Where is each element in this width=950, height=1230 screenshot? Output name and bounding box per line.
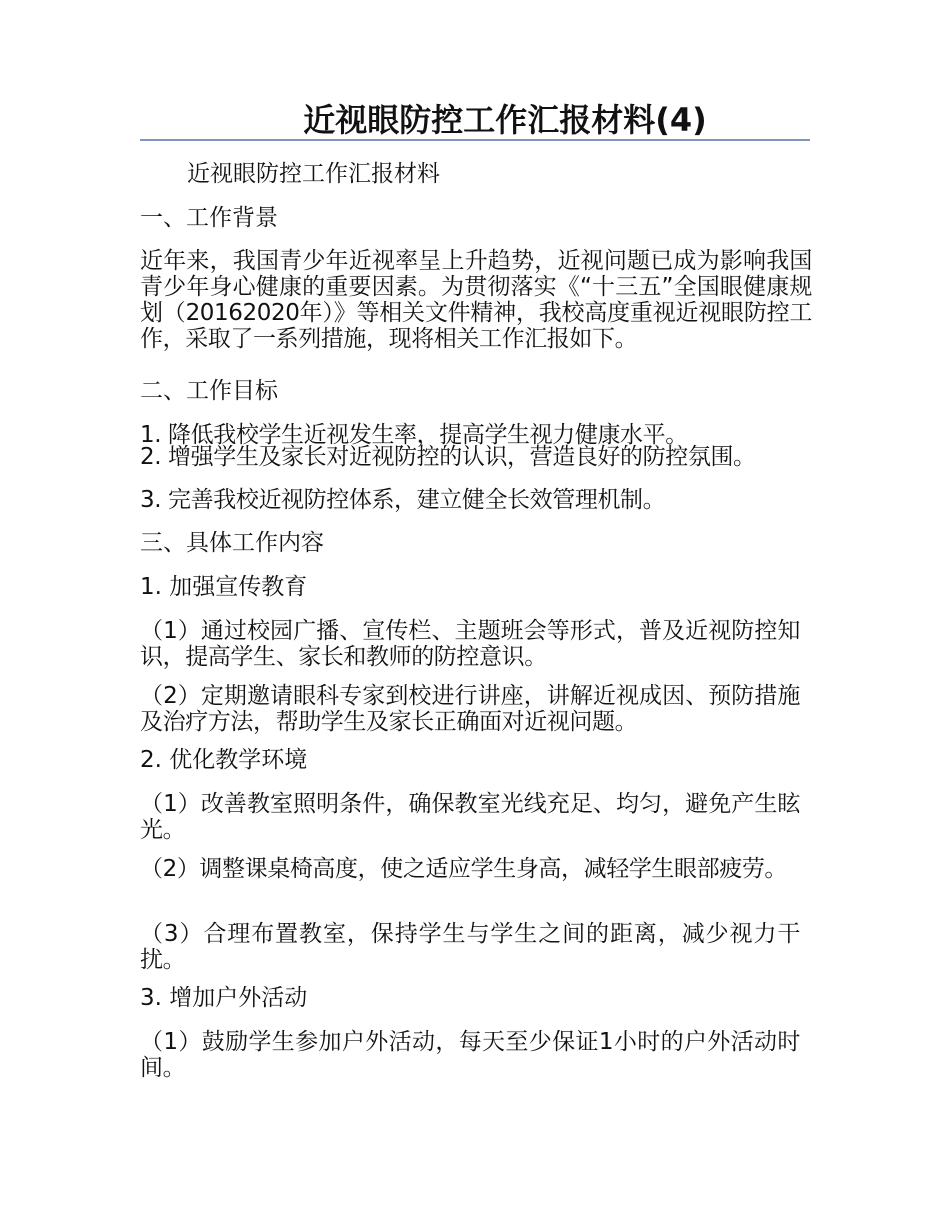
document-subtitle: 近视眼防控工作汇报材料 (187, 161, 440, 187)
goal-item-3: 3. 完善我校近视防控体系，建立健全长效管理机制。 (140, 487, 666, 513)
section-heading-background: 一、工作背景 (140, 205, 278, 231)
publicity-item-1: （1）通过校园广播、宣传栏、主题班会等形式，普及近视防控知识，提高学生、家长和教师的防控意识。 (140, 618, 800, 670)
environment-item-2: （2）调整课桌椅高度，使之适应学生身高，减轻学生眼部疲劳。 (140, 856, 788, 882)
title-underline (140, 139, 810, 141)
section-heading-content: 三、具体工作内容 (140, 530, 324, 556)
subsection-heading-outdoor: 3. 增加户外活动 (140, 985, 308, 1011)
goal-item-2: 2. 增强学生及家长对近视防控的认识，营造良好的防控氛围。 (140, 444, 756, 470)
subsection-heading-publicity: 1. 加强宣传教育 (140, 574, 308, 600)
environment-item-3: （3）合理布置教室，保持学生与学生之间的距离，减少视力干扰。 (140, 921, 800, 973)
environment-item-1: （1）改善教室照明条件，确保教室光线充足、均匀，避免产生眩光。 (140, 791, 800, 843)
subsection-heading-environment: 2. 优化教学环境 (140, 747, 308, 773)
publicity-item-2: （2）定期邀请眼科专家到校进行讲座，讲解近视成因、预防措施及治疗方法，帮助学生及家长正确面对近视问题。 (140, 683, 800, 735)
section-heading-goals: 二、工作目标 (140, 378, 278, 404)
page-title: 近视眼防控工作汇报材料(4) (303, 101, 707, 139)
outdoor-item-1: （1）鼓励学生参加户外活动，每天至少保证1小时的户外活动时间。 (140, 1029, 800, 1081)
goal-item-1: 1. 降低我校学生近视发生率，提高学生视力健康水平。 (140, 422, 688, 448)
paragraph-background: 近年来，我国青少年近视率呈上升趋势，近视问题已成为影响我国青少年身心健康的重要因素。为贯彻落实《“十三五”全国眼健康规划（20162020年）》等相关文件精神，我校高度重视近视眼防控工作，采取了一系列措施，现将相关工作汇报如下。 (140, 248, 812, 352)
